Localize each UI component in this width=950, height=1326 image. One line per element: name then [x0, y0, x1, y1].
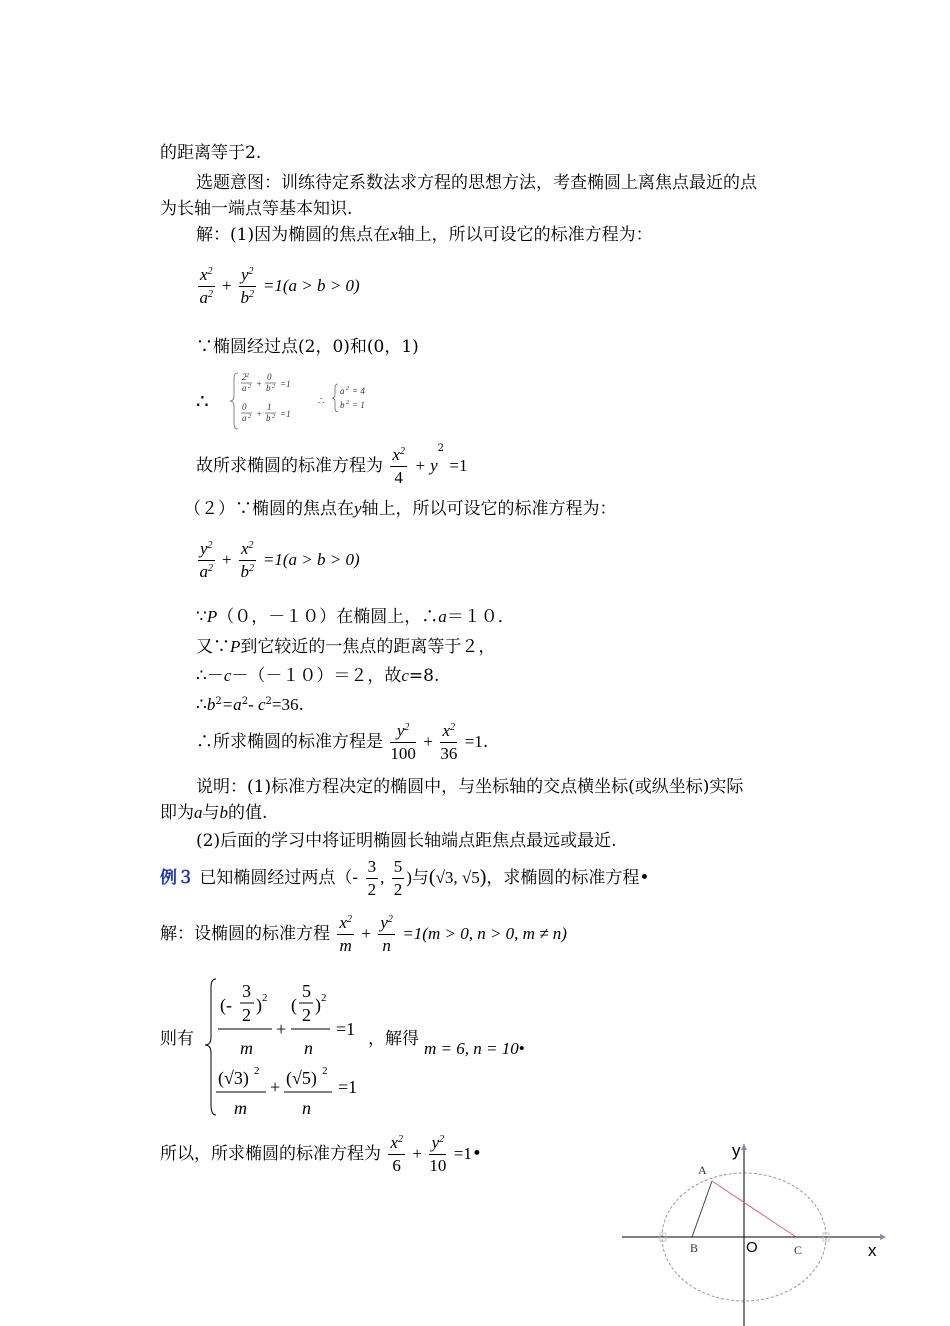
text-line: 解：(1)因为椭圆的焦点在x轴上，所以可设它的标准方程为： [196, 225, 653, 245]
text-line: 说明：(1)标准方程决定的椭圆中，与坐标轴的交点横坐标(或纵坐标)实际 [196, 777, 744, 797]
label-y: y [732, 1141, 741, 1160]
text-line: ∵P（０，－１０）在椭圆上，∴a＝１０． [196, 607, 515, 627]
text-line: 的距离等于2. [160, 143, 262, 163]
svg-text:2: 2 [272, 384, 276, 390]
svg-text:2: 2 [242, 372, 247, 382]
svg-text:2: 2 [322, 1065, 328, 1077]
label-O: O [746, 1239, 758, 1256]
segment-AB [692, 1181, 712, 1237]
svg-text:3: 3 [242, 981, 251, 1001]
text-line: 故所求椭圆的标准方程为 $\frac{x^2}{4}$ + $y^2 =1$ [196, 443, 468, 487]
svg-text:=1: =1 [338, 1077, 358, 1097]
svg-text:b: b [266, 383, 271, 393]
svg-text:n: n [302, 1098, 311, 1118]
svg-text:+: + [256, 409, 263, 419]
svg-text:5: 5 [302, 981, 311, 1001]
segment-AC [712, 1181, 796, 1237]
svg-text:+: + [256, 379, 263, 389]
equation: $\frac{x^2}{a^2}$ + $\frac{y^2}{b^2}$ =1(a > b > 0) [199, 265, 360, 307]
svg-text:+: + [270, 1077, 281, 1097]
svg-text:(-: (- [220, 995, 232, 1015]
svg-text:2: 2 [321, 992, 327, 1004]
svg-text:): ) [315, 995, 321, 1015]
equation-system: ∴ 2 2 a 2 + 0 b 2 =1 0 a 2 + 1 b 2 =1 ∴ a 2 = 4 b 2 = 1 [196, 370, 384, 432]
svg-text:2: 2 [248, 384, 252, 390]
text-line: ∵椭圆经过点(2，0)和(0，1) [196, 337, 419, 357]
equation: $\frac{y^2}{a^2}$ + $\frac{x^2}{b^2}$ =1(a > b > 0) [199, 539, 360, 581]
svg-text:(√3): (√3) [218, 1068, 249, 1088]
text-line: 所以，所求椭圆的标准方程为 $\frac{x^2}{6}$ + $\frac{y^2}{10}$ =1• [160, 1133, 482, 1175]
small-system [214, 370, 384, 432]
svg-text:(: ( [291, 995, 297, 1015]
svg-text:2: 2 [346, 386, 350, 392]
svg-text:b: b [266, 413, 271, 423]
x-axis-arrow [880, 1234, 886, 1240]
text-line: 选题意图：训练待定系数法求方程的思想方法，考查椭圆上离焦点最近的点 [196, 173, 757, 193]
svg-text:2: 2 [248, 414, 252, 420]
text-line: 解：设椭圆的标准方程 $\frac{x^2}{m}$ + $\frac{y^2}{n}$ =1(m > 0, n > 0, m ≠ n) [160, 913, 567, 955]
y-axis-arrow [741, 1144, 747, 1150]
svg-text:n: n [304, 1038, 313, 1058]
svg-text:a: a [340, 386, 345, 396]
label-C: C [794, 1243, 803, 1257]
svg-text:b: b [340, 400, 345, 410]
svg-text:m: m [234, 1098, 247, 1118]
svg-text:2: 2 [254, 1065, 260, 1077]
equation-system-brace [200, 975, 370, 1120]
svg-text:=1: =1 [280, 379, 291, 389]
solve-result: m = 6, n = 10• [424, 1039, 525, 1058]
label-B: B [690, 1241, 699, 1255]
svg-text:2: 2 [246, 373, 250, 379]
svg-text:=1: =1 [336, 1019, 356, 1039]
example-label: 例３ [160, 868, 194, 888]
svg-text:): ) [256, 995, 262, 1015]
svg-text:2: 2 [272, 414, 276, 420]
svg-text:a: a [242, 383, 247, 393]
text-line: ∴－c－（－１０）＝２，故c=8. [196, 666, 440, 686]
text-line: 为长轴一端点等基本知识. [160, 199, 353, 219]
label-x: x [868, 1241, 877, 1260]
text-line: 又∵P到它较近的一焦点的距离等于２， [196, 637, 496, 657]
ellipse-diagram [618, 1136, 898, 1326]
text-line: 即为a与b的值. [160, 803, 268, 823]
text-line: ∴所求椭圆的标准方程是 $\frac{y^2}{100}$ + $\frac{x^2}{36}$ =1. [196, 721, 489, 763]
text-line: （２）∵椭圆的焦点在y轴上，所以可设它的标准方程为： [184, 499, 617, 519]
text-line: ，解得 [368, 1029, 419, 1049]
svg-text:=1: =1 [280, 409, 291, 419]
text-line: 则有 [160, 1029, 194, 1049]
svg-text:2: 2 [302, 1005, 311, 1025]
svg-text:= 1: = 1 [352, 400, 365, 410]
text-line: $\therefore b^2=a^2-$ $c^2=36$. [196, 695, 304, 715]
svg-text:0: 0 [267, 372, 272, 382]
svg-text:m: m [240, 1038, 253, 1058]
example-heading: 例３ 已知椭圆经过两点（- $\frac{3}{2}$ , $\frac{5}{2}$ )与(√3, √5)，求椭圆的标准方程• [160, 857, 650, 899]
svg-text:2: 2 [346, 400, 350, 406]
svg-text:∴: ∴ [318, 396, 325, 407]
svg-text:(√5): (√5) [286, 1068, 317, 1088]
svg-text:a: a [242, 413, 247, 423]
svg-text:+: + [276, 1019, 287, 1039]
label-A: A [698, 1163, 707, 1177]
svg-text:0: 0 [242, 402, 247, 412]
svg-text:2: 2 [242, 1005, 251, 1025]
svg-text:= 4: = 4 [352, 386, 365, 396]
svg-text:1: 1 [267, 402, 272, 412]
text-line: (2)后面的学习中将证明椭圆长轴端点距焦点最远或最近. [196, 831, 617, 851]
svg-text:2: 2 [262, 992, 268, 1004]
